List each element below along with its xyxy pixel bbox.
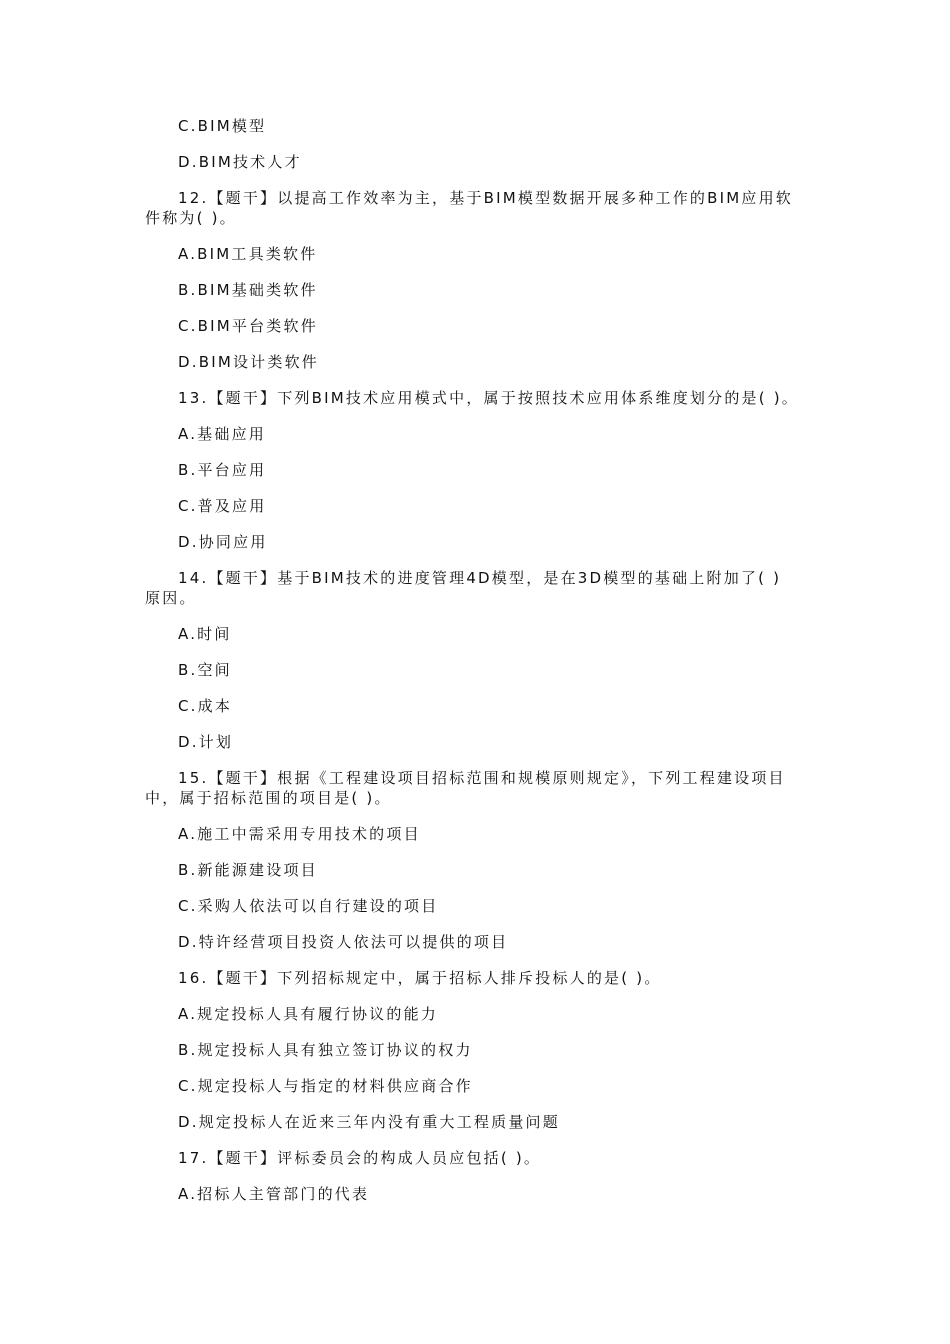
q15-option-d: D.特许经营项目投资人依法可以提供的项目 [178, 933, 509, 951]
q11-option-c: C.BIM模型 [178, 117, 267, 135]
q16-option-a: A.规定投标人具有履行协议的能力 [178, 1005, 438, 1023]
q12-option-d: D.BIM设计类软件 [178, 353, 319, 371]
q14-stem-continued: 原因。 [145, 589, 197, 607]
q17-option-a: A.招标人主管部门的代表 [178, 1185, 370, 1203]
q14-option-b: B.空间 [178, 661, 232, 679]
q12-option-c: C.BIM平台类软件 [178, 317, 318, 335]
q15-option-a: A.施工中需采用专用技术的项目 [178, 825, 421, 843]
q17-stem: 17.【题干】评标委员会的构成人员应包括( )。 [178, 1149, 542, 1167]
q15-stem: 15.【题干】根据《工程建设项目招标范围和规模原则规定》，下列工程建设项目 [178, 769, 786, 787]
q16-option-d: D.规定投标人在近来三年内没有重大工程质量问题 [178, 1113, 560, 1131]
q13-option-c: C.普及应用 [178, 497, 267, 515]
q15-option-c: C.采购人依法可以自行建设的项目 [178, 897, 439, 915]
q15-option-b: B.新能源建设项目 [178, 861, 318, 879]
q16-option-b: B.规定投标人具有独立签订协议的权力 [178, 1041, 473, 1059]
q14-stem: 14.【题干】基于BIM技术的进度管理4D模型，是在3D模型的基础上附加了( ) [178, 569, 782, 587]
q13-option-b: B.平台应用 [178, 461, 267, 479]
q13-stem: 13.【题干】下列BIM技术应用模式中，属于按照技术应用体系维度划分的是( )。 [178, 389, 799, 407]
q13-option-d: D.协同应用 [178, 533, 268, 551]
q12-option-b: B.BIM基础类软件 [178, 281, 318, 299]
q14-option-a: A.时间 [178, 625, 232, 643]
q16-option-c: C.规定投标人与指定的材料供应商合作 [178, 1077, 473, 1095]
q14-option-d: D.计划 [178, 733, 234, 751]
q14-option-c: C.成本 [178, 697, 233, 715]
q15-stem-continued: 中，属于招标范围的项目是( )。 [145, 789, 392, 807]
q13-option-a: A.基础应用 [178, 425, 266, 443]
q12-stem: 12.【题干】以提高工作效率为主，基于BIM模型数据开展多种工作的BIM应用软 [178, 189, 793, 207]
q12-option-a: A.BIM工具类软件 [178, 245, 318, 263]
q16-stem: 16.【题干】下列招标规定中，属于招标人排斥投标人的是( )。 [178, 969, 662, 987]
q11-option-d: D.BIM技术人才 [178, 153, 302, 171]
q12-stem-continued: 件称为( )。 [145, 209, 237, 227]
